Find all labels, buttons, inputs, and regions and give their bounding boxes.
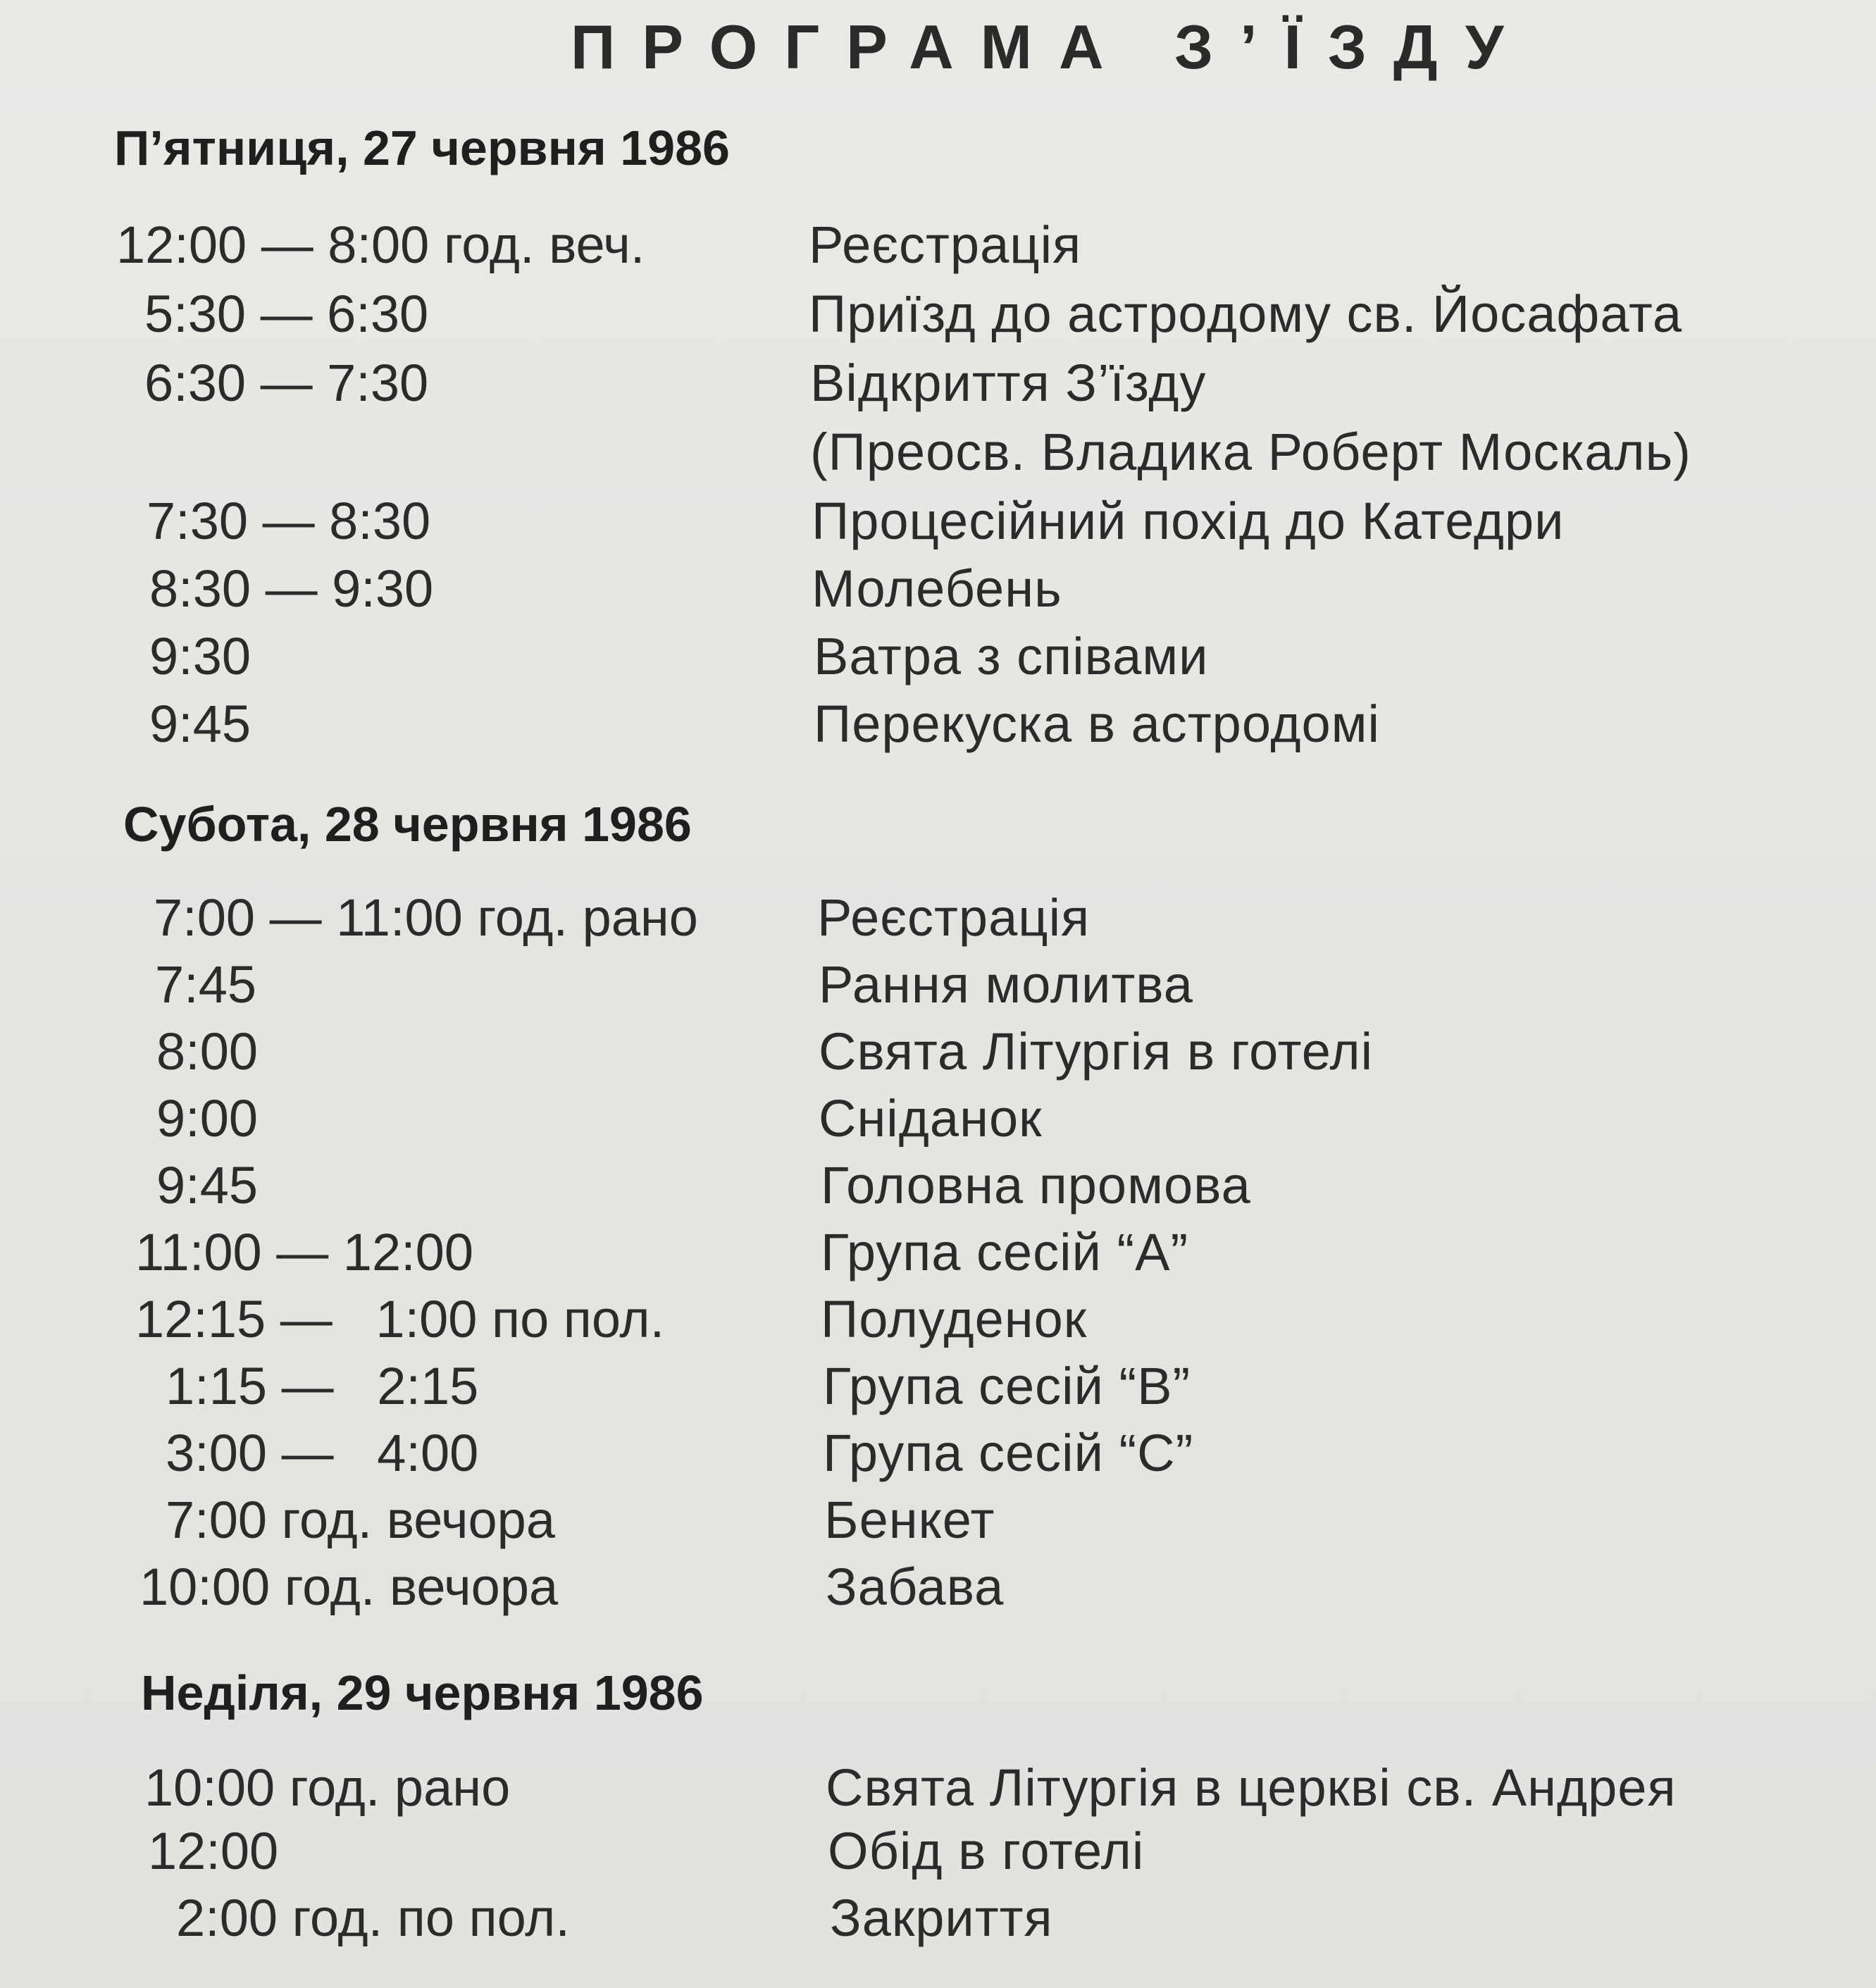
schedule-row [0,280,1876,348]
schedule-row [0,1754,1876,1822]
schedule-row [0,1353,1876,1420]
schedule-event: Реєстрація [817,888,1091,947]
schedule-event: Свята Літургія в церкві св. Андрея [826,1758,1677,1817]
schedule-row [0,1486,1876,1554]
schedule-row [0,1286,1876,1353]
schedule-row [0,487,1876,555]
schedule-row [0,211,1876,279]
schedule-time: 6:30 — 7:30 [144,354,429,412]
schedule-event: Рання молитва [819,955,1193,1014]
schedule-event: Приїзд до астродому св. Йосафата [809,285,1683,343]
schedule-event: Полуденок [821,1290,1088,1348]
day-heading-sunday: Неділя, 29 червня 1986 [141,1665,704,1720]
schedule-time: 8:00 [156,1022,259,1081]
schedule-event: Реєстрація [809,216,1082,274]
schedule-event: Ватра з співами [814,627,1209,685]
schedule-row [0,951,1876,1019]
schedule-row [0,1818,1876,1885]
schedule-event: Перекуска в астродомі [814,695,1380,753]
day-heading-saturday: Субота, 28 червня 1986 [123,797,692,852]
schedule-event: Головна промова [821,1156,1251,1214]
schedule-row [0,623,1876,690]
schedule-event: Група сесій “А” [821,1223,1189,1281]
day-heading-friday: П’ятниця, 27 червня 1986 [114,120,730,175]
schedule-time: 3:00 — 4:00 [166,1424,479,1482]
schedule-row [0,349,1876,417]
schedule-time: 7:00 год. вечора [166,1491,555,1549]
schedule-time: 9:00 [156,1089,259,1148]
program-title: ПРОГРАМА З’ЇЗДУ [571,12,1531,82]
schedule-time: 10:00 год. рано [144,1758,511,1817]
schedule-row [0,884,1876,952]
schedule-event: Свята Літургія в готелі [819,1022,1374,1081]
schedule-row [0,1085,1876,1153]
schedule-event: Група сесій “С” [823,1424,1194,1482]
schedule-row [0,418,1876,486]
schedule-event: Закриття [830,1889,1053,1947]
schedule-time: 2:00 год. по пол. [176,1889,570,1947]
schedule-time: 10:00 год. вечора [139,1558,559,1616]
schedule-row [0,1884,1876,1952]
schedule-event: Відкриття З’їзду [810,354,1207,412]
schedule-row [0,1018,1876,1086]
schedule-time: 5:30 — 6:30 [144,285,429,343]
schedule-time: 11:00 — 12:00 [135,1223,473,1281]
schedule-event: Забава [826,1558,1005,1616]
schedule-time: 12:00 — 8:00 год. веч. [116,216,645,274]
schedule-event: Молебень [812,559,1062,618]
schedule-row [0,1152,1876,1219]
schedule-row [0,1419,1876,1487]
schedule-event: Обід в готелі [828,1822,1145,1880]
schedule-event: Процесійний похід до Катедри [812,492,1565,550]
schedule-row [0,690,1876,758]
schedule-event: Група сесій “В” [823,1357,1191,1415]
schedule-time: 7:30 — 8:30 [147,492,431,550]
schedule-time: 12:00 [148,1822,279,1880]
schedule-row [0,1553,1876,1621]
schedule-event: Сніданок [819,1089,1043,1148]
schedule-time: 7:00 — 11:00 год. рано [154,888,698,947]
schedule-time: 9:45 [149,695,251,753]
schedule-time: 9:45 [156,1156,259,1214]
schedule-event: Бенкет [824,1491,995,1549]
schedule-time: 7:45 [155,955,257,1014]
schedule-row [0,555,1876,623]
schedule-event: (Преосв. Владика Роберт Москаль) [810,423,1691,481]
schedule-time: 9:30 [149,627,251,685]
schedule-time: 12:15 — 1:00 по пол. [135,1290,665,1348]
schedule-row [0,1219,1876,1286]
schedule-time: 1:15 — 2:15 [166,1357,479,1415]
schedule-time: 8:30 — 9:30 [149,559,434,618]
